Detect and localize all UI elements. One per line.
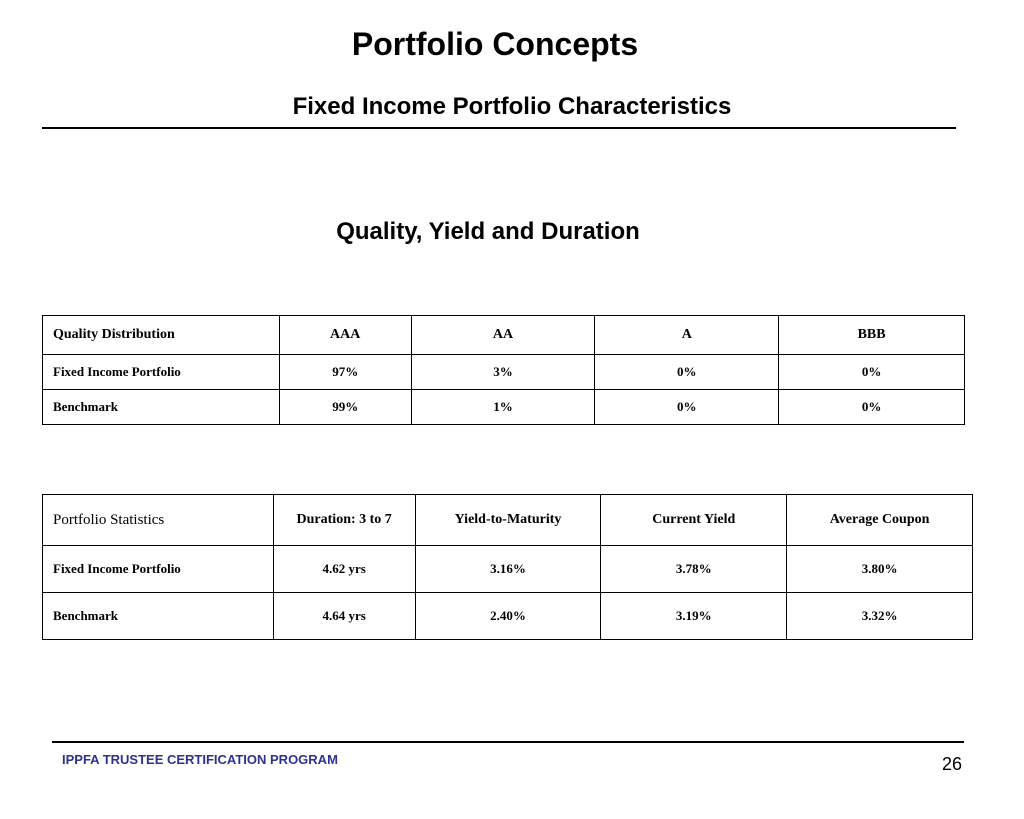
table-row [43, 355, 965, 390]
row-label: Fixed Income Portfolio [43, 355, 280, 390]
header-cell: Duration: 3 to 7 [273, 495, 415, 546]
table-cell: 0% [595, 390, 779, 425]
table-cell: 0% [595, 355, 779, 390]
slide-title: Portfolio Concepts [351, 26, 639, 62]
header-cell: AA [411, 316, 595, 355]
table-row [43, 390, 965, 425]
header-cell: AAA [279, 316, 411, 355]
table-cell: 2.40% [415, 593, 601, 640]
quality-distribution-table [42, 315, 965, 425]
portfolio-statistics-table [42, 494, 973, 640]
table-header-row [43, 495, 973, 546]
table-cell: 1% [411, 390, 595, 425]
table-cell: 3.80% [787, 546, 973, 593]
row-label: Benchmark [43, 593, 274, 640]
header-cell: Quality Distribution [43, 316, 280, 355]
table-cell: 3.78% [601, 546, 787, 593]
header-cell: Average Coupon [787, 495, 973, 546]
table-cell: 3% [411, 355, 595, 390]
footer-program-name: IPPFA TRUSTEE CERTIFICATION PROGRAM [62, 752, 338, 767]
table-row [43, 546, 973, 593]
table-cell: 3.32% [787, 593, 973, 640]
table-row [43, 593, 973, 640]
header-cell: Current Yield [601, 495, 787, 546]
header-cell: A [595, 316, 779, 355]
page-number: 26 [941, 754, 962, 774]
table-cell: 99% [279, 390, 411, 425]
title-divider [42, 127, 956, 129]
header-cell: BBB [779, 316, 965, 355]
table-cell: 4.64 yrs [273, 593, 415, 640]
row-label: Fixed Income Portfolio [43, 546, 274, 593]
table-cell: 3.16% [415, 546, 601, 593]
header-cell: Portfolio Statistics [43, 495, 274, 546]
table-cell: 4.62 yrs [273, 546, 415, 593]
row-label: Benchmark [43, 390, 280, 425]
table-cell: 0% [779, 390, 965, 425]
table-cell: 97% [279, 355, 411, 390]
slide-subtitle: Fixed Income Portfolio Characteristics [292, 93, 732, 120]
table-cell: 0% [779, 355, 965, 390]
footer-divider [52, 741, 964, 743]
header-cell: Yield-to-Maturity [415, 495, 601, 546]
table-cell: 3.19% [601, 593, 787, 640]
section-heading: Quality, Yield and Duration [336, 218, 640, 245]
table-header-row [43, 316, 965, 355]
